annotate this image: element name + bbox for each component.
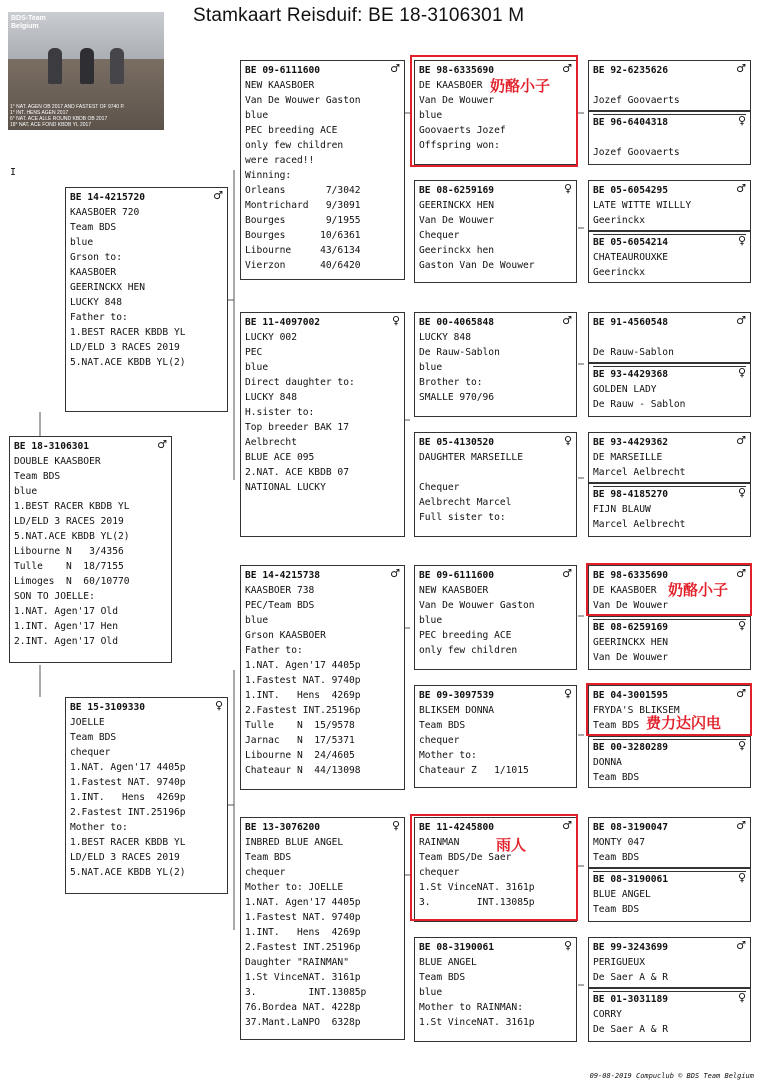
card-line: De Rauw-Sablon — [419, 347, 500, 358]
pedigree-card-g15 — [588, 937, 751, 988]
card-line: 5.NAT.ACE KBDB YL(2) — [70, 867, 186, 878]
card-line: CORRY — [593, 1009, 622, 1020]
card-line: Geerinckx — [593, 267, 645, 278]
sex-icon: ♀ — [737, 619, 746, 632]
pedigree-card-ssd — [414, 180, 577, 283]
sex-icon: ♂ — [562, 567, 572, 580]
pedigree-card-g7 — [588, 432, 751, 483]
card-line: De Saer A & R — [593, 1024, 669, 1035]
card-line: 2.Fastest INT.25196p — [70, 807, 186, 818]
card-line: De Rauw - Sablon — [593, 399, 686, 410]
card-line: Father to: — [70, 312, 128, 323]
sex-icon: ♀ — [563, 434, 572, 447]
card-line: Limoges N 60/10770 — [14, 576, 130, 587]
pedigree-card-g3 — [588, 180, 751, 231]
pedigree-card-dam — [65, 697, 228, 894]
card-line — [593, 78, 746, 93]
ring-number — [245, 568, 400, 583]
card-line: 1.INT. Hens 4269p — [245, 927, 361, 938]
card-line: 1.Fastest NAT. 9740p — [70, 777, 186, 788]
card-line: blue — [245, 615, 269, 626]
sex-icon: ♂ — [736, 567, 746, 580]
annotation-milk_boy: 奶酪小子 — [668, 581, 729, 599]
card-line — [593, 330, 746, 345]
sex-icon: ♂ — [736, 182, 746, 195]
card-line: LUCKY 848 — [245, 392, 297, 403]
card-line: NEW KAASBOER — [419, 585, 489, 596]
ring-number-text: BE 93-4429368 — [593, 369, 669, 380]
card-line: Team BDS — [14, 471, 61, 482]
card-line: Jozef Goovaerts — [593, 95, 680, 106]
ring-number-text: BE 08-3190047 — [593, 822, 669, 833]
card-line: GEERINCKX HEN — [419, 200, 495, 211]
card-line: Chequer — [419, 230, 460, 241]
card-line: Jozef Goovaerts — [593, 147, 680, 158]
card-line: were raced!! — [245, 155, 315, 166]
ring-number — [245, 820, 400, 835]
sex-icon: ♀ — [737, 991, 746, 1004]
card-line: 1.Fastest NAT. 9740p — [245, 912, 361, 923]
card-line: SON TO JOELLE: — [14, 591, 95, 602]
ring-number — [593, 820, 746, 835]
logo-label: BDS-Team Belgium — [11, 15, 46, 30]
ring-number-text: BE 08-6259169 — [593, 622, 669, 633]
sex-icon: ♂ — [736, 434, 746, 447]
card-line: Bourges 9/1955 — [245, 215, 361, 226]
ring-number-text: BE 11-4245800 — [419, 822, 495, 833]
sex-icon: ♂ — [157, 438, 167, 451]
card-line: Top breeder BAK 17 — [245, 422, 349, 433]
card-line: JOELLE — [70, 717, 105, 728]
ring-number-text: BE 04-3001595 — [593, 690, 669, 701]
card-line: Team BDS — [245, 852, 292, 863]
ring-number — [70, 190, 223, 205]
card-line: Team BDS/De Saer — [419, 852, 512, 863]
annotation-milk_boy: 奶酪小子 — [490, 77, 551, 95]
card-line: 1.St VinceNAT. 3161p — [245, 972, 361, 983]
card-line: 2.Fastest INT.25196p — [245, 705, 361, 716]
card-line: Chateaur Z 1/1015 — [419, 765, 529, 776]
sex-icon: ♂ — [562, 819, 572, 832]
card-line: 1.St VinceNAT. 3161p — [419, 1017, 535, 1028]
card-line: blue — [70, 237, 94, 248]
card-line: Full sister to: — [419, 512, 506, 523]
card-line: Marcel Aelbrecht — [593, 467, 686, 478]
card-line: Mother to RAINMAN: — [419, 1002, 523, 1013]
ring-number — [419, 568, 572, 583]
card-line: PEC — [245, 347, 263, 358]
card-line: PEC breeding ACE — [245, 125, 338, 136]
card-line: Libourne N 24/4605 — [245, 750, 355, 761]
sex-icon: ♂ — [213, 189, 223, 202]
card-line: Team BDS — [419, 720, 466, 731]
card-line: blue — [245, 110, 269, 121]
ring-number — [593, 619, 746, 635]
card-line: FIJN BLAUW — [593, 504, 651, 515]
ring-number-text: BE 08-6259169 — [419, 185, 495, 196]
pedigree-card-ddd — [414, 937, 577, 1042]
card-line: PERIGUEUX — [593, 957, 645, 968]
ring-number-text: BE 92-6235626 — [593, 65, 669, 76]
card-line: LATE WITTE WILLLY — [593, 200, 692, 211]
ring-number-text: BE 01-3031189 — [593, 994, 669, 1005]
ring-number-text: BE 14-4215738 — [245, 570, 321, 581]
ring-number — [419, 435, 572, 450]
card-line: NATIONAL LUCKY — [245, 482, 326, 493]
card-line: 1.INT. Hens 4269p — [70, 792, 186, 803]
ring-number-text: BE 96-6404318 — [593, 117, 669, 128]
pedigree-card-g6 — [588, 363, 751, 417]
card-line: Tulle N 15/9578 — [245, 720, 355, 731]
card-line: 5.NAT.ACE KBDB YL(2) — [14, 531, 130, 542]
pedigree-card-g4 — [588, 231, 751, 283]
pedigree-card-sd — [240, 312, 405, 537]
sex-icon: ♀ — [737, 739, 746, 752]
ring-number — [419, 315, 572, 330]
pedigree-card-sds — [414, 312, 577, 417]
ring-number-text: BE 09-3097539 — [419, 690, 495, 701]
card-line: Van De Wouwer Gaston — [419, 600, 535, 611]
card-line: blue — [419, 362, 443, 373]
card-line: Van De Wouwer — [419, 215, 495, 226]
pedigree-card-dss — [414, 565, 577, 670]
card-line: DE MARSEILLE — [593, 452, 663, 463]
card-line: De Rauw-Sablon — [593, 347, 674, 358]
logo-caption: 1° NAT. AGEN OB 2017 AND FASTEST OF 9740 P. 1° INT. HENS AGEN 2017 6° NAT. ACE ALLE ROUND KBDB OB 2017 18° NAT. ACE FOND KBDB YL 2017 — [10, 104, 125, 128]
ring-number-text: BE 18-3106301 — [14, 441, 90, 452]
sex-icon: ♀ — [391, 314, 400, 327]
card-line: blue — [419, 987, 443, 998]
sex-icon: ♀ — [737, 871, 746, 884]
card-line: INBRED BLUE ANGEL — [245, 837, 344, 848]
ring-number-text: BE 00-3280289 — [593, 742, 669, 753]
ring-number-text: BE 98-6335690 — [419, 65, 495, 76]
card-line: BLUE ANGEL — [593, 889, 651, 900]
card-line: DOUBLE KAASBOER — [14, 456, 101, 467]
card-line: 37.Mant.LaNPO 6328p — [245, 1017, 361, 1028]
card-line: 3. INT.13085p — [419, 897, 535, 908]
pedigree-card-g2 — [588, 111, 751, 165]
card-line: Team BDS — [593, 852, 640, 863]
pedigree-card-dsd — [414, 685, 577, 788]
ring-number-text: BE 09-6111600 — [245, 65, 321, 76]
card-line: GOLDEN LADY — [593, 384, 657, 395]
card-line: 1.BEST RACER KBDB YL — [70, 327, 186, 338]
card-line: Geerinckx — [593, 215, 645, 226]
card-line: Team BDS — [70, 222, 117, 233]
card-line: LUCKY 002 — [245, 332, 297, 343]
ring-number — [593, 366, 746, 382]
pedigree-card-ss — [240, 60, 405, 280]
card-line: only few children — [245, 140, 344, 151]
ring-number-text: BE 14-4215720 — [70, 192, 146, 203]
card-line: only few children — [419, 645, 518, 656]
sex-icon: ♀ — [737, 234, 746, 247]
ring-number-text: BE 05-6054214 — [593, 237, 669, 248]
card-line: chequer — [245, 867, 286, 878]
card-line: blue — [419, 615, 443, 626]
card-line: LD/ELD 3 RACES 2019 — [70, 852, 180, 863]
card-line: Daughter "RAINMAN" — [245, 957, 349, 968]
ring-number-text: BE 15-3109330 — [70, 702, 146, 713]
ring-number-text: BE 00-4065848 — [419, 317, 495, 328]
card-line: DAUGHTER MARSEILLE — [419, 452, 523, 463]
card-line: KAASBOER 720 — [70, 207, 140, 218]
marker-text: I — [10, 167, 17, 178]
card-line: 1.NAT. Agen'17 Old — [14, 606, 118, 617]
card-line: Offspring won: — [419, 140, 500, 151]
card-line: Mother to: — [70, 822, 128, 833]
sex-icon: ♂ — [736, 62, 746, 75]
card-line: 1.St VinceNAT. 3161p — [419, 882, 535, 893]
card-line: Orleans 7/3042 — [245, 185, 361, 196]
card-line: Father to: — [245, 645, 303, 656]
card-line: 76.Bordea NAT. 4228p — [245, 1002, 361, 1013]
card-line: Libourne N 3/4356 — [14, 546, 124, 557]
card-line: Montrichard 9/3091 — [245, 200, 361, 211]
page-title: Stamkaart Reisduif: BE 18-3106301 M — [193, 5, 525, 26]
pedigree-card-g1 — [588, 60, 751, 111]
pedigree-card-g8 — [588, 483, 751, 537]
ring-number — [14, 439, 167, 454]
ring-number-text: BE 08-3190061 — [419, 942, 495, 953]
card-line: Van De Wouwer — [419, 95, 495, 106]
pedigree-card-g16 — [588, 988, 751, 1042]
card-line: H.sister to: — [245, 407, 315, 418]
ring-number-text: BE 99-3243699 — [593, 942, 669, 953]
card-line: 1.BEST RACER KBDB YL — [14, 501, 130, 512]
highlight-de-kaasboer — [410, 55, 578, 167]
pedigree-card-g10 — [588, 616, 751, 670]
ring-number — [593, 739, 746, 755]
sex-icon: ♀ — [737, 486, 746, 499]
ring-number — [419, 183, 572, 198]
card-line: DONNA — [593, 757, 622, 768]
sex-icon: ♀ — [737, 114, 746, 127]
card-line: 5.NAT.ACE KBDB YL(2) — [70, 357, 186, 368]
card-line: 2.INT. Agen'17 Old — [14, 636, 118, 647]
footer-credit: 09-08-2019 Compuclub © BDS Team Belgium — [589, 1072, 754, 1080]
card-line: blue — [14, 486, 38, 497]
card-line: Libourne 43/6134 — [245, 245, 361, 256]
card-line: LUCKY 848 — [419, 332, 471, 343]
card-line: Jarnac N 17/5371 — [245, 735, 355, 746]
ring-number — [419, 688, 572, 703]
ring-number-text: BE 91-4560548 — [593, 317, 669, 328]
card-line: Van De Wouwer — [593, 652, 669, 663]
card-line: 1.NAT. Agen'17 4405p — [70, 762, 186, 773]
pedigree-card-g5 — [588, 312, 751, 363]
card-line: PEC breeding ACE — [419, 630, 512, 641]
ring-number-text: BE 98-4185270 — [593, 489, 669, 500]
card-line: LD/ELD 3 RACES 2019 — [14, 516, 124, 527]
card-line: Vierzon 40/6420 — [245, 260, 361, 271]
card-line: De Saer A & R — [593, 972, 669, 983]
card-line: BLIKSEM DONNA — [419, 705, 495, 716]
card-line: Chateaur N 44/13098 — [245, 765, 361, 776]
card-line: KAASBOER — [70, 267, 117, 278]
sex-icon: ♂ — [736, 939, 746, 952]
card-line: SMALLE 970/96 — [419, 392, 495, 403]
ring-number — [593, 871, 746, 887]
pedigree-card-dd — [240, 817, 405, 1040]
card-line: 1.INT. Agen'17 Hen — [14, 621, 118, 632]
card-line: Chequer — [419, 482, 460, 493]
pedigree-card-g13 — [588, 817, 751, 868]
card-line: Aelbrecht — [245, 437, 297, 448]
card-line: GEERINCKX HEN — [593, 637, 669, 648]
card-line: MONTY 047 — [593, 837, 645, 848]
card-line: LD/ELD 3 RACES 2019 — [70, 342, 180, 353]
card-line: 2.NAT. ACE KBDB 07 — [245, 467, 349, 478]
card-line: blue — [245, 362, 269, 373]
ring-number-text: BE 05-4130520 — [419, 437, 495, 448]
pedigree-card-sire — [65, 187, 228, 412]
ring-number-text: BE 09-6111600 — [419, 570, 495, 581]
card-line: blue — [419, 110, 443, 121]
annotation-fryda: 费力达闪电 — [646, 714, 722, 732]
sex-icon: ♂ — [736, 819, 746, 832]
ring-number — [419, 940, 572, 955]
card-line — [419, 465, 572, 480]
pedigree-card-ds — [240, 565, 405, 790]
card-line: Tulle N 18/7155 — [14, 561, 124, 572]
card-line: Grson KAASBOER — [245, 630, 326, 641]
ring-number — [593, 183, 746, 198]
card-line — [593, 130, 746, 145]
card-line: CHATEAUROUXKE — [593, 252, 669, 263]
sex-icon: ♀ — [563, 687, 572, 700]
card-line: Goovaerts Jozef — [419, 125, 506, 136]
sex-icon: ♀ — [214, 699, 223, 712]
ring-number — [593, 315, 746, 330]
card-line: Marcel Aelbrecht — [593, 519, 686, 530]
card-line: PEC/Team BDS — [245, 600, 315, 611]
pedigree-card-g14 — [588, 868, 751, 922]
sex-icon: ♂ — [390, 62, 400, 75]
card-line: Team BDS — [593, 904, 640, 915]
ring-number — [245, 63, 400, 78]
sex-icon: ♀ — [391, 819, 400, 832]
ring-number-text: BE 08-3190061 — [593, 874, 669, 885]
card-line: Team BDS — [419, 972, 466, 983]
card-line: Gaston Van De Wouwer — [419, 260, 535, 271]
card-line: Mother to: — [419, 750, 477, 761]
pedigree-card-sdd — [414, 432, 577, 537]
ring-number-text: BE 11-4097002 — [245, 317, 321, 328]
card-line: Van De Wouwer — [593, 600, 669, 611]
highlight-rainman — [410, 814, 578, 921]
sex-icon: ♂ — [736, 687, 746, 700]
card-line: FRYDA'S BLIKSEM — [593, 705, 680, 716]
card-line: Geerinckx hen — [419, 245, 495, 256]
ring-number — [593, 940, 746, 955]
card-line: Direct daughter to: — [245, 377, 355, 388]
card-line: DE KAASBOER — [593, 585, 657, 596]
card-line: chequer — [419, 735, 460, 746]
card-line: 1.BEST RACER KBDB YL — [70, 837, 186, 848]
card-line: Team BDS — [70, 732, 117, 743]
ring-number-text: BE 13-3076200 — [245, 822, 321, 833]
ring-number — [593, 435, 746, 450]
card-line: Brother to: — [419, 377, 483, 388]
card-line: GEERINCKX HEN — [70, 282, 146, 293]
sex-icon: ♂ — [390, 567, 400, 580]
card-line: Aelbrecht Marcel — [419, 497, 512, 508]
ring-number — [593, 486, 746, 502]
pedigree-card-g12 — [588, 736, 751, 788]
ring-number-text: BE 05-6054295 — [593, 185, 669, 196]
ring-number — [593, 114, 746, 130]
ring-number-text: BE 98-6335690 — [593, 570, 669, 581]
card-line: chequer — [70, 747, 111, 758]
card-line: Mother to: JOELLE — [245, 882, 344, 893]
sex-icon: ♀ — [563, 182, 572, 195]
card-line: Team BDS — [593, 772, 640, 783]
card-line: NEW KAASBOER — [245, 80, 315, 91]
annotation-rainman: 雨人 — [496, 836, 527, 854]
ring-number — [593, 234, 746, 250]
card-line: Van De Wouwer Gaston — [245, 95, 361, 106]
ring-number — [245, 315, 400, 330]
ring-number — [70, 700, 223, 715]
card-line: 1.NAT. Agen'17 4405p — [245, 897, 361, 908]
card-line: Team BDS — [593, 720, 640, 731]
card-line: BLUE ACE 095 — [245, 452, 315, 463]
card-line: KAASBOER 738 — [245, 585, 315, 596]
sex-icon: ♀ — [563, 939, 572, 952]
sex-icon: ♂ — [562, 314, 572, 327]
sex-icon: ♂ — [736, 314, 746, 327]
ring-number-text: BE 93-4429362 — [593, 437, 669, 448]
card-line: Grson to: — [70, 252, 122, 263]
ring-number — [593, 991, 746, 1007]
card-line: 1.NAT. Agen'17 4405p — [245, 660, 361, 671]
pedigree-card-root — [9, 436, 172, 663]
card-line: 2.Fastest INT.25196p — [245, 942, 361, 953]
card-line: 1.INT. Hens 4269p — [245, 690, 361, 701]
card-line: BLUE ANGEL — [419, 957, 477, 968]
card-line: Winning: — [245, 170, 292, 181]
card-line: 1.Fastest NAT. 9740p — [245, 675, 361, 686]
card-line: DE KAASBOER — [419, 80, 483, 91]
sex-icon: ♀ — [737, 366, 746, 379]
card-line: chequer — [419, 867, 460, 878]
card-line: RAINMAN — [419, 837, 460, 848]
ring-number — [593, 63, 746, 78]
card-line: LUCKY 848 — [70, 297, 122, 308]
card-line: 3. INT.13085p — [245, 987, 367, 998]
sex-icon: ♂ — [562, 62, 572, 75]
card-line: Bourges 10/6361 — [245, 230, 361, 241]
